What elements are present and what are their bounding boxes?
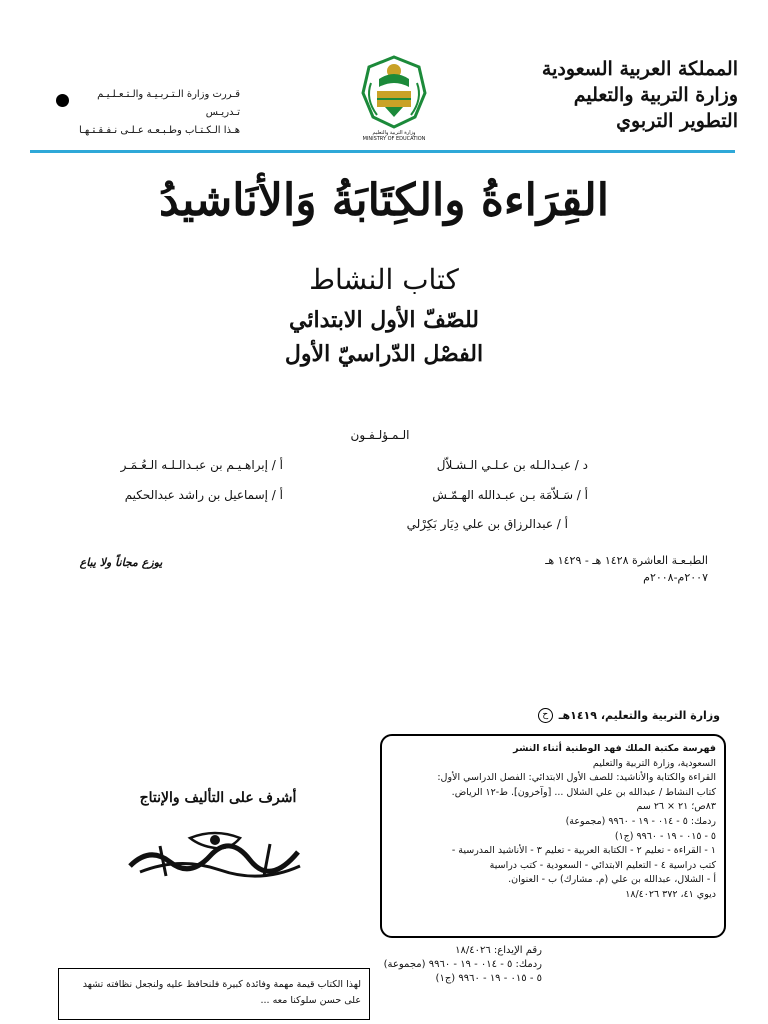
- catalog-line: ديوي ٤١، ٣٧٢ ١٨/٤٠٢٦: [625, 888, 716, 900]
- logo-caption-ar: وزارة التربية والتعليم: [372, 130, 416, 136]
- catalog-line: القراءة والكتابة والأناشيد: للصف الأول الابتدائي: الفصل الدراسي الأول:: [437, 772, 716, 784]
- author-4: أ / إسماعيل بن راشد عبدالحكيم: [124, 488, 283, 502]
- care-note-box: [58, 968, 370, 1020]
- edition-line-2: ٢٠٠٧م-٢٠٠٨م: [643, 571, 708, 584]
- isbn-volume: ٥ - ٠١٥ - ١٩ - ٩٩٦٠ (ج١): [435, 973, 542, 984]
- author-2: أ / إبراهـيـم بن عبـدالـلـه الـعُـمَـر: [120, 458, 283, 472]
- book-title: القِرَاءةُ والكِتَابَةُ وَالأنَاشيدُ: [159, 175, 609, 226]
- author-3: أ / سَـلاّمَة بـن عبـدالله الهـمّـش: [432, 488, 588, 502]
- catalog-line: ١ - القراءة - تعليم ٢ - الكتابة العربية - تعليم ٣ - الأناشيد المدرسية -: [451, 845, 716, 857]
- catalog-line: ٨٣ص؛ ٢١ × ٢٦ سم: [636, 801, 716, 813]
- header-divider: [30, 150, 735, 153]
- catalog-line: كتاب النشاط / عبدالله بن علي الشلال ... [وآخرون]. ط-١٢ الرياض.: [451, 786, 716, 798]
- ministry-logo: [355, 55, 433, 131]
- approval-line-1: قـررت وزارة الـتـربـيـة والـتـعـلـيـم تـدريـس: [97, 89, 240, 118]
- logo-caption-en: MINISTRY OF EDUCATION: [362, 136, 426, 142]
- book-subtitle: كتاب النشاط: [309, 263, 459, 296]
- catalog-line: ردمك: ٥ - ٠١٤ - ١٩ - ٩٩٦٠ (مجموعة): [565, 815, 716, 827]
- edition-info: [448, 552, 708, 586]
- care-note-line-2: على حسن سلوكنا معه ...: [260, 995, 361, 1006]
- development-center-logo: [120, 826, 310, 884]
- author-1: د / عبـدالـله بن عـلـي الـشـلاّل: [436, 458, 588, 472]
- care-note-text: [59, 969, 369, 1009]
- authors-heading: الـمـؤلـفـون: [350, 428, 410, 442]
- catalog-line: ٥ - ٠١٥ - ١٩ - ٩٩٦٠ (ج١): [614, 830, 716, 842]
- book-grade: للصّفّ الأول الابتدائي: [289, 307, 479, 333]
- copyright-line: [490, 708, 720, 723]
- book-semester: الفصْل الدّراسيّ الأول: [284, 341, 484, 367]
- catalog-line: أ - الشلال، عبدالله بن علي (م. مشارك) ب - العنوان.: [508, 874, 716, 886]
- ministry-name: وزارة التربية والتعليم: [573, 84, 738, 106]
- logo-caption: [344, 130, 444, 142]
- catalog-line: السعودية، وزارة التربية والتعليم: [592, 757, 716, 769]
- approval-line-2: هـذا الـكـتـاب وطـبـعـه عـلـى نـفـقـتـهـا: [78, 125, 240, 136]
- supervision-label: أشرف على التأليف والإنتاج: [139, 790, 297, 806]
- free-distribution-stamp: يوزع مجاناً ولا يباع: [79, 556, 163, 569]
- catalog-box: [380, 734, 726, 938]
- catalog-heading: فهرسة مكتبة الملك فهد الوطنية أثناء النشر: [513, 743, 716, 754]
- approval-note: [60, 86, 240, 140]
- department-name: التطوير التربوي: [616, 110, 738, 132]
- isbn-set: ردمك: ٥ - ٠١٤ - ١٩ - ٩٩٦٠ (مجموعة): [383, 959, 542, 970]
- catalog-line: كتب دراسية ٤ - التعليم الابتدائي - السعودية - كتب دراسية: [489, 859, 716, 871]
- care-note-line-1: لهذا الكتاب قيمة مهمة وفائدة كبيرة فلنحافظ عليه ولنجعل نظافته تشهد: [82, 979, 361, 990]
- ministry-header: [538, 56, 738, 134]
- kingdom-name: المملكة العربية السعودية: [541, 58, 738, 80]
- deposit-number: رقم الإيداع: ١٨/٤٠٢٦: [455, 945, 542, 956]
- edition-line-1: الطبـعـة العاشرة ١٤٢٨ هـ - ١٤٢٩ هـ: [545, 554, 708, 567]
- copyright-icon: ح: [538, 708, 553, 723]
- author-5: أ / عبدالرزاق بن علي دِيَار بَكِرْلي: [406, 517, 568, 531]
- copyright-text: وزارة التربية والتعليم، ١٤١٩هـ: [558, 709, 720, 722]
